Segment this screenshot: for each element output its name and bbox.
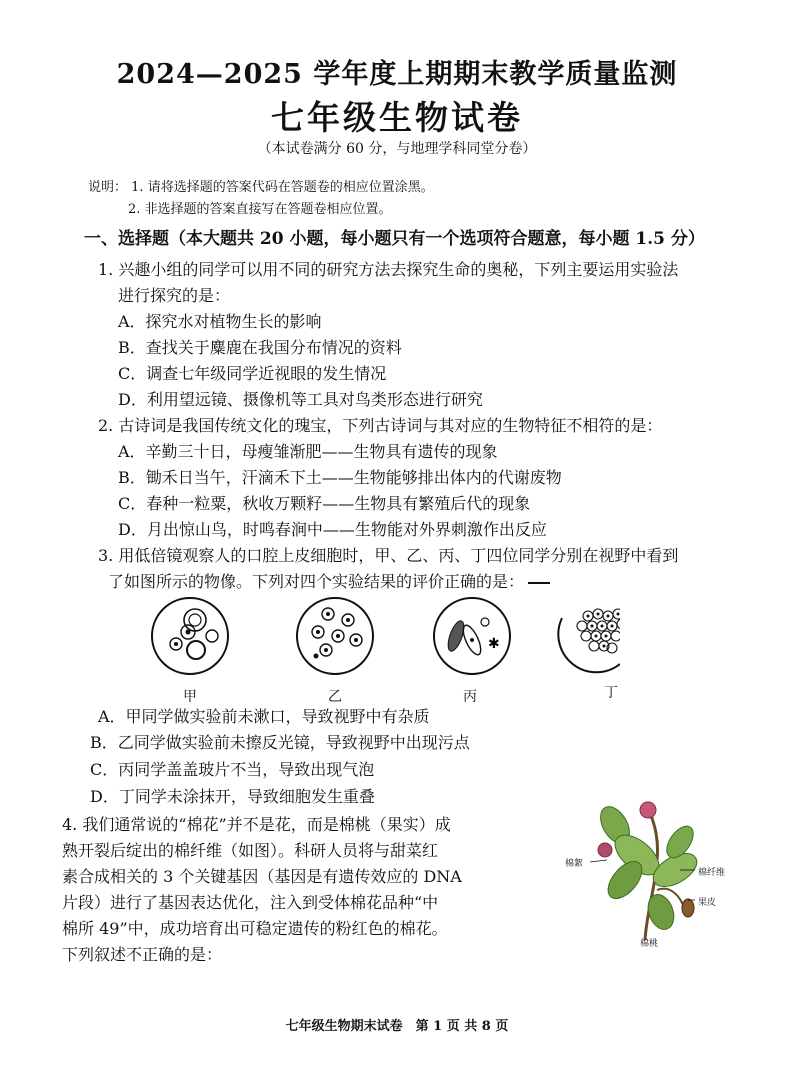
q4-line1: 4. 我们通常说的“棉花”并不是花，而是棉桃（果实）成 xyxy=(62,815,451,834)
cotton-label-peel: 果皮 xyxy=(698,898,717,908)
q3-option-c: C．丙同学盖盖玻片不当，导致出现气泡 xyxy=(90,760,375,779)
exam-title-line1: 2024—2025 学年度上期期末教学质量监测 xyxy=(116,59,678,90)
q1-option-a: A．探究水对植物生长的影响 xyxy=(118,312,322,331)
instructions-label: 说明： xyxy=(88,180,128,195)
instruction-row-1 xyxy=(88,177,434,199)
q2-option-a: A．辛勤三十日，母瘦雏渐肥——生物具有遗传的现象 xyxy=(118,442,498,461)
exam-title-line2: 七年级生物试卷 xyxy=(271,98,523,137)
exam-subtitle: （本试卷满分 60 分，与地理学科同堂分卷） xyxy=(257,141,537,157)
page-footer: 七年级生物期末试卷 第 1 页 共 8 页 xyxy=(285,1019,509,1034)
cotton-label-left: 棉絮 xyxy=(565,859,584,869)
q4-line2: 熟开裂后绽出的棉纤维（如图）。科研人员将与甜菜红 xyxy=(62,841,439,860)
q3-microscope-figures xyxy=(150,592,620,682)
field-ding xyxy=(558,609,620,672)
q2-option-c: C．春种一粒粟，秋收万颗籽——生物具有繁殖后代的现象 xyxy=(118,494,531,513)
q1-stem-line2: 进行探究的是： xyxy=(118,286,231,305)
q3-option-b: B．乙同学做实验前未擦反光镜，导致视野中出现污点 xyxy=(90,733,470,752)
q4-line6: 下列叙述不正确的是： xyxy=(62,945,223,964)
instruction-1: 1. 请将选择题的答案代码在答题卷的相应位置涂黑。 xyxy=(131,180,434,195)
q3-option-d: D．丁同学未涂抹开，导致细胞发生重叠 xyxy=(90,787,375,806)
answer-blank xyxy=(528,582,550,584)
q4-line5: 棉所 49”中，成功培育出可稳定遗传的粉红色的棉花。 xyxy=(62,919,448,938)
q3-option-a: A．甲同学做实验前未漱口，导致视野中有杂质 xyxy=(98,707,430,726)
instruction-2: 2. 非选择题的答案直接写在答题卷相应位置。 xyxy=(128,202,392,217)
q4-line4: 片段）进行了基因表达优化，注入到受体棉花品种“中 xyxy=(62,893,439,912)
q3-stem-line2: 了如图所示的物像。下列对四个实验结果的评价正确的是： xyxy=(108,572,525,591)
q2-option-d: D．月出惊山鸟，时鸣春涧中——生物能对外界刺激作出反应 xyxy=(118,520,547,539)
cotton-label-fiber: 棉纤维 xyxy=(698,868,726,878)
q1-stem-line1: 1. 兴趣小组的同学可以用不同的研究方法去探究生命的奥秘，下列主要运用实验法 xyxy=(98,260,679,279)
svg-text:✱: ✱ xyxy=(488,636,500,652)
q1-option-d: D．利用望远镜、摄像机等工具对鸟类形态进行研究 xyxy=(118,390,483,409)
q2-option-b: B．锄禾日当午，汗滴禾下土——生物能够排出体内的代谢废物 xyxy=(118,468,562,487)
cotton-label-bottom: 棉桃 xyxy=(640,939,659,949)
q1-option-c: C．调查七年级同学近视眼的发生情况 xyxy=(118,364,387,383)
field-jia xyxy=(152,598,228,674)
instructions xyxy=(88,177,434,221)
q3-stem-line1: 3. 用低倍镜观察人的口腔上皮细胞时，甲、乙、丙、丁四位同学分别在视野中看到 xyxy=(98,546,679,565)
field-bing xyxy=(434,598,510,674)
q2-stem: 2. 古诗词是我国传统文化的瑰宝，下列古诗词与其对应的生物特征不相符的是： xyxy=(98,416,663,435)
q3-label-bing: 丙 xyxy=(463,689,477,705)
q3-label-yi: 乙 xyxy=(328,689,342,705)
section-heading: 一、选择题（本大题共 20 小题，每小题只有一个选项符合题意，每小题 1.5 分） xyxy=(84,229,705,249)
q4-line3: 素合成相关的 3 个关键基因（基因是有遗传效应的 DNA xyxy=(62,867,462,886)
q3-label-jia: 甲 xyxy=(183,689,197,705)
q3-label-ding: 丁 xyxy=(604,685,618,701)
q1-option-b: B．查找关于麋鹿在我国分布情况的资料 xyxy=(118,338,402,357)
field-yi xyxy=(297,598,373,674)
